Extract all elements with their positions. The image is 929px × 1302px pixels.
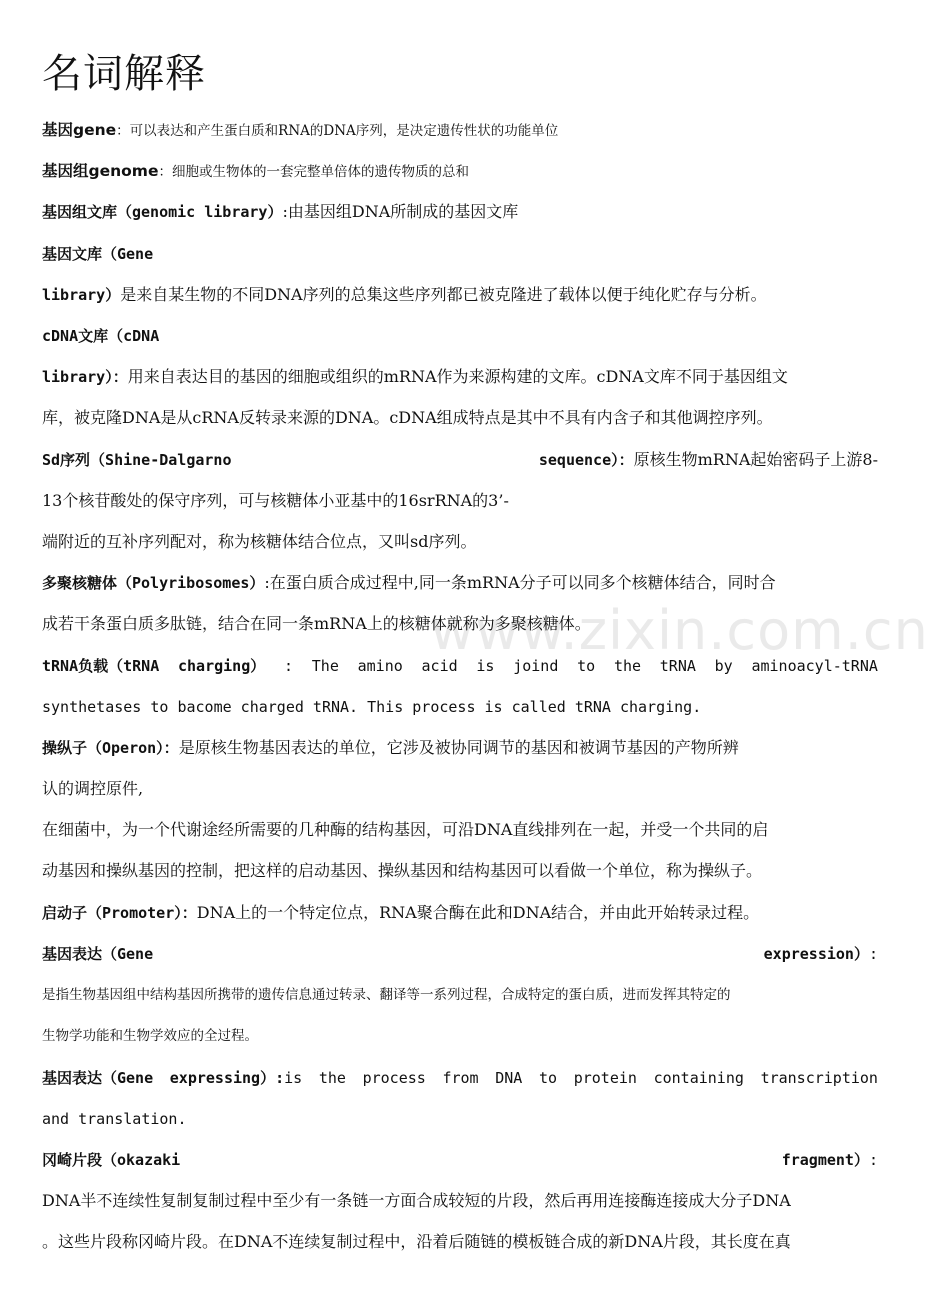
- entry-trna-charging: [42, 651, 878, 681]
- entry-gene-expressing: [42, 1063, 878, 1093]
- word: to: [539, 1069, 558, 1087]
- definition: 是原核生物基因表达的单位，它涉及被协同调节的基因和被调节基因的产物所辨: [178, 738, 739, 757]
- term-continued: expressing）:: [169, 1069, 285, 1087]
- word: by: [714, 657, 733, 675]
- definition: 用来自表达目的基因的细胞或组织的mRNA作为来源构建的文库。cDNA文库不同于基因组文: [127, 367, 788, 386]
- definition: :在蛋白质合成过程中,同一条mRNA分子可以同多个核糖体结合，同时合: [264, 573, 776, 592]
- term: cDNA文库（cDNA: [42, 327, 160, 345]
- definition-continued: 13个核苷酸处的保守序列，可与核糖体小亚基中的16srRNA的3’-: [42, 491, 509, 510]
- term: 多聚核糖体（Polyribosomes）: [42, 574, 265, 592]
- term: 基因组文库（genomic library）: [42, 203, 283, 221]
- term: 基因表达（Gene: [42, 945, 154, 963]
- definition: DNA上的一个特定位点，RNA聚合酶在此和DNA结合，并由此开始转录过程。: [196, 903, 760, 922]
- word: is: [284, 1069, 303, 1087]
- definition: ：细胞或生物体的一套完整单倍体的遗传物质的总和: [158, 164, 469, 180]
- term-continued: expression）: [763, 945, 869, 963]
- definition-continued: DNA半不连续性复制复制过程中至少有一条链一方面合成较短的片段，然后再用连接酶连接成大分子DNA: [42, 1191, 791, 1210]
- word: The: [311, 657, 339, 675]
- entry-sd-sequence: [42, 445, 878, 475]
- definition-continued: 是指生物基因组中结构基因所携带的遗传信息通过转录、翻译等一系列过程，合成特定的蛋白质，进而发挥其特定的: [42, 987, 731, 1003]
- entry-gene-expression: 基因表达（Gene expression）:: [42, 939, 878, 969]
- word: containing: [653, 1069, 744, 1087]
- word: is: [476, 657, 495, 675]
- word: DNA: [495, 1069, 523, 1087]
- definition-continued: and translation.: [42, 1110, 187, 1128]
- page-title: 名词解释: [42, 51, 206, 97]
- term: 基因gene: [42, 121, 117, 139]
- term: 启动子（Promoter）：: [42, 904, 197, 922]
- definition-continued: 认的调控原件,: [42, 779, 144, 798]
- term: tRNA负载（tRNA: [42, 657, 160, 675]
- definition-continued: 成若干条蛋白质多肽链，结合在同一条mRNA上的核糖体就称为多聚核糖体。: [42, 614, 591, 633]
- term: library）: [42, 286, 121, 304]
- word: the: [318, 1069, 346, 1087]
- term-continued: fragment）: [781, 1151, 869, 1169]
- word: :: [284, 657, 294, 675]
- word: amino: [357, 657, 403, 675]
- definition-continued: 在细菌中，为一个代谢途经所需要的几种酶的结构基因，可沿DNA直线排列在一起，并受一个共同的启: [42, 820, 769, 839]
- term-continued: sequence）：: [538, 451, 634, 469]
- term: 基因文库（Gene: [42, 245, 154, 263]
- definition: 原核生物mRNA起始密码子上游8-: [633, 450, 878, 469]
- term: 基因组genome: [42, 162, 159, 180]
- term: Sd序列（Shine-Dalgarno: [42, 451, 232, 469]
- term: 操纵子（Operon）：: [42, 739, 179, 757]
- word: transcription: [760, 1069, 878, 1087]
- word: joind: [513, 657, 559, 675]
- definition: ：可以表达和产生蛋白质和RNA的DNA序列，是决定遗传性状的功能单位: [116, 123, 559, 139]
- definition-continued: synthetases to bacome charged tRNA. This process is called tRNA charging.: [42, 698, 702, 716]
- definition-continued: 生物学功能和生物学效应的全过程。: [42, 1028, 258, 1044]
- definition: :由基因组DNA所制成的基因文库: [282, 202, 519, 221]
- word: tRNA: [659, 657, 696, 675]
- term: library）：: [42, 368, 128, 386]
- entry-genomic-library: [42, 197, 878, 227]
- word: aminoacyl-tRNA: [751, 657, 878, 675]
- word: from: [442, 1069, 479, 1087]
- word: the: [613, 657, 642, 675]
- word: acid: [421, 657, 458, 675]
- term: 基因表达（Gene: [42, 1069, 154, 1087]
- entry-gene-library-def: [42, 280, 878, 310]
- entry-okazaki-fragment: 冈崎片段（okazaki fragment）:: [42, 1145, 878, 1175]
- definition-continued: 动基因和操纵基因的控制，把这样的启动基因、操纵基因和结构基因可以看做一个单位，称为操纵子。: [42, 861, 763, 880]
- word: to: [577, 657, 596, 675]
- entry-operon: [42, 733, 878, 763]
- term-continued: charging）: [178, 657, 266, 675]
- entry-gene-library: [42, 239, 878, 269]
- entry-cdna-library-def: [42, 362, 878, 392]
- watermark: www.zixin.com.cn: [430, 599, 929, 662]
- term: 冈崎片段（okazaki: [42, 1151, 181, 1169]
- definition-continued: 。这些片段称冈崎片段。在DNA不连续复制过程中，沿着后随链的模板链合成的新DNA片段，其长度在真: [42, 1232, 791, 1251]
- definition-continued: 端附近的互补序列配对，称为核糖体结合位点，又叫sd序列。: [42, 532, 477, 551]
- entry-promoter: [42, 898, 878, 928]
- word: protein: [573, 1069, 637, 1087]
- word: process: [362, 1069, 426, 1087]
- entry-polyribosomes: [42, 568, 878, 598]
- entry-genome: [42, 156, 878, 186]
- entry-gene: [42, 115, 878, 145]
- entry-cdna-library: [42, 321, 878, 351]
- definition-continued: 库，被克隆DNA是从cRNA反转录来源的DNA。cDNA组成特点是其中不具有内含子和其他调控序列。: [42, 408, 773, 427]
- definition: 是来自某生物的不同DNA序列的总集这些序列都已被克隆进了载体以便于纯化贮存与分析。: [120, 285, 767, 304]
